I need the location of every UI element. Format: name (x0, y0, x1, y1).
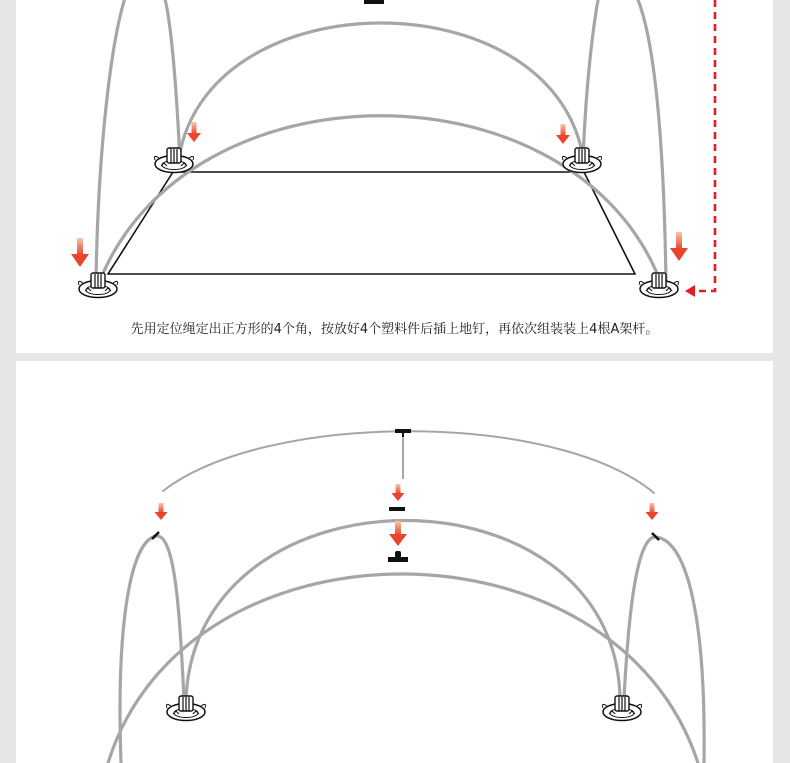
base-plate-icon (167, 696, 206, 721)
ground-outline (108, 172, 635, 274)
step-caption: 先用定位绳定出正方形的4个角，按放好4个塑料件后插上地钉，再依次组装装上4根A架杆。 (130, 322, 659, 337)
pole-left-inner (164, 0, 180, 160)
base-plate-icon (79, 273, 118, 298)
down-arrow-icon (389, 521, 407, 546)
down-arrow-icon (392, 484, 405, 501)
step-panel-2 (16, 361, 773, 763)
pole-left-side (120, 536, 184, 763)
pole-connector-icon (388, 551, 408, 562)
down-arrow-icon (670, 232, 688, 261)
left-arrow-icon (685, 285, 695, 297)
down-arrow-icon (71, 238, 89, 267)
base-plate-icon (603, 696, 642, 721)
pole-back-arch (180, 23, 582, 152)
base-plate-icon (640, 273, 679, 298)
guide-dashed-line (696, 0, 715, 291)
pole-right-side (624, 537, 704, 763)
pole-connector-icon (389, 507, 405, 511)
pole-lower-arch (108, 574, 698, 763)
down-arrow-icon (155, 503, 168, 520)
step-1-diagram (16, 0, 773, 353)
pole-connector-icon (364, 0, 384, 4)
down-arrow-icon (556, 124, 570, 144)
base-plate-icon (155, 148, 194, 173)
step-2-diagram (16, 361, 773, 763)
base-plate-icon (563, 148, 602, 173)
pole-middle-arch (186, 521, 620, 700)
down-arrow-icon (646, 503, 659, 520)
top-arc-pole (163, 431, 654, 493)
step-panel-1 (16, 0, 773, 353)
pole-right-inner (583, 0, 599, 160)
